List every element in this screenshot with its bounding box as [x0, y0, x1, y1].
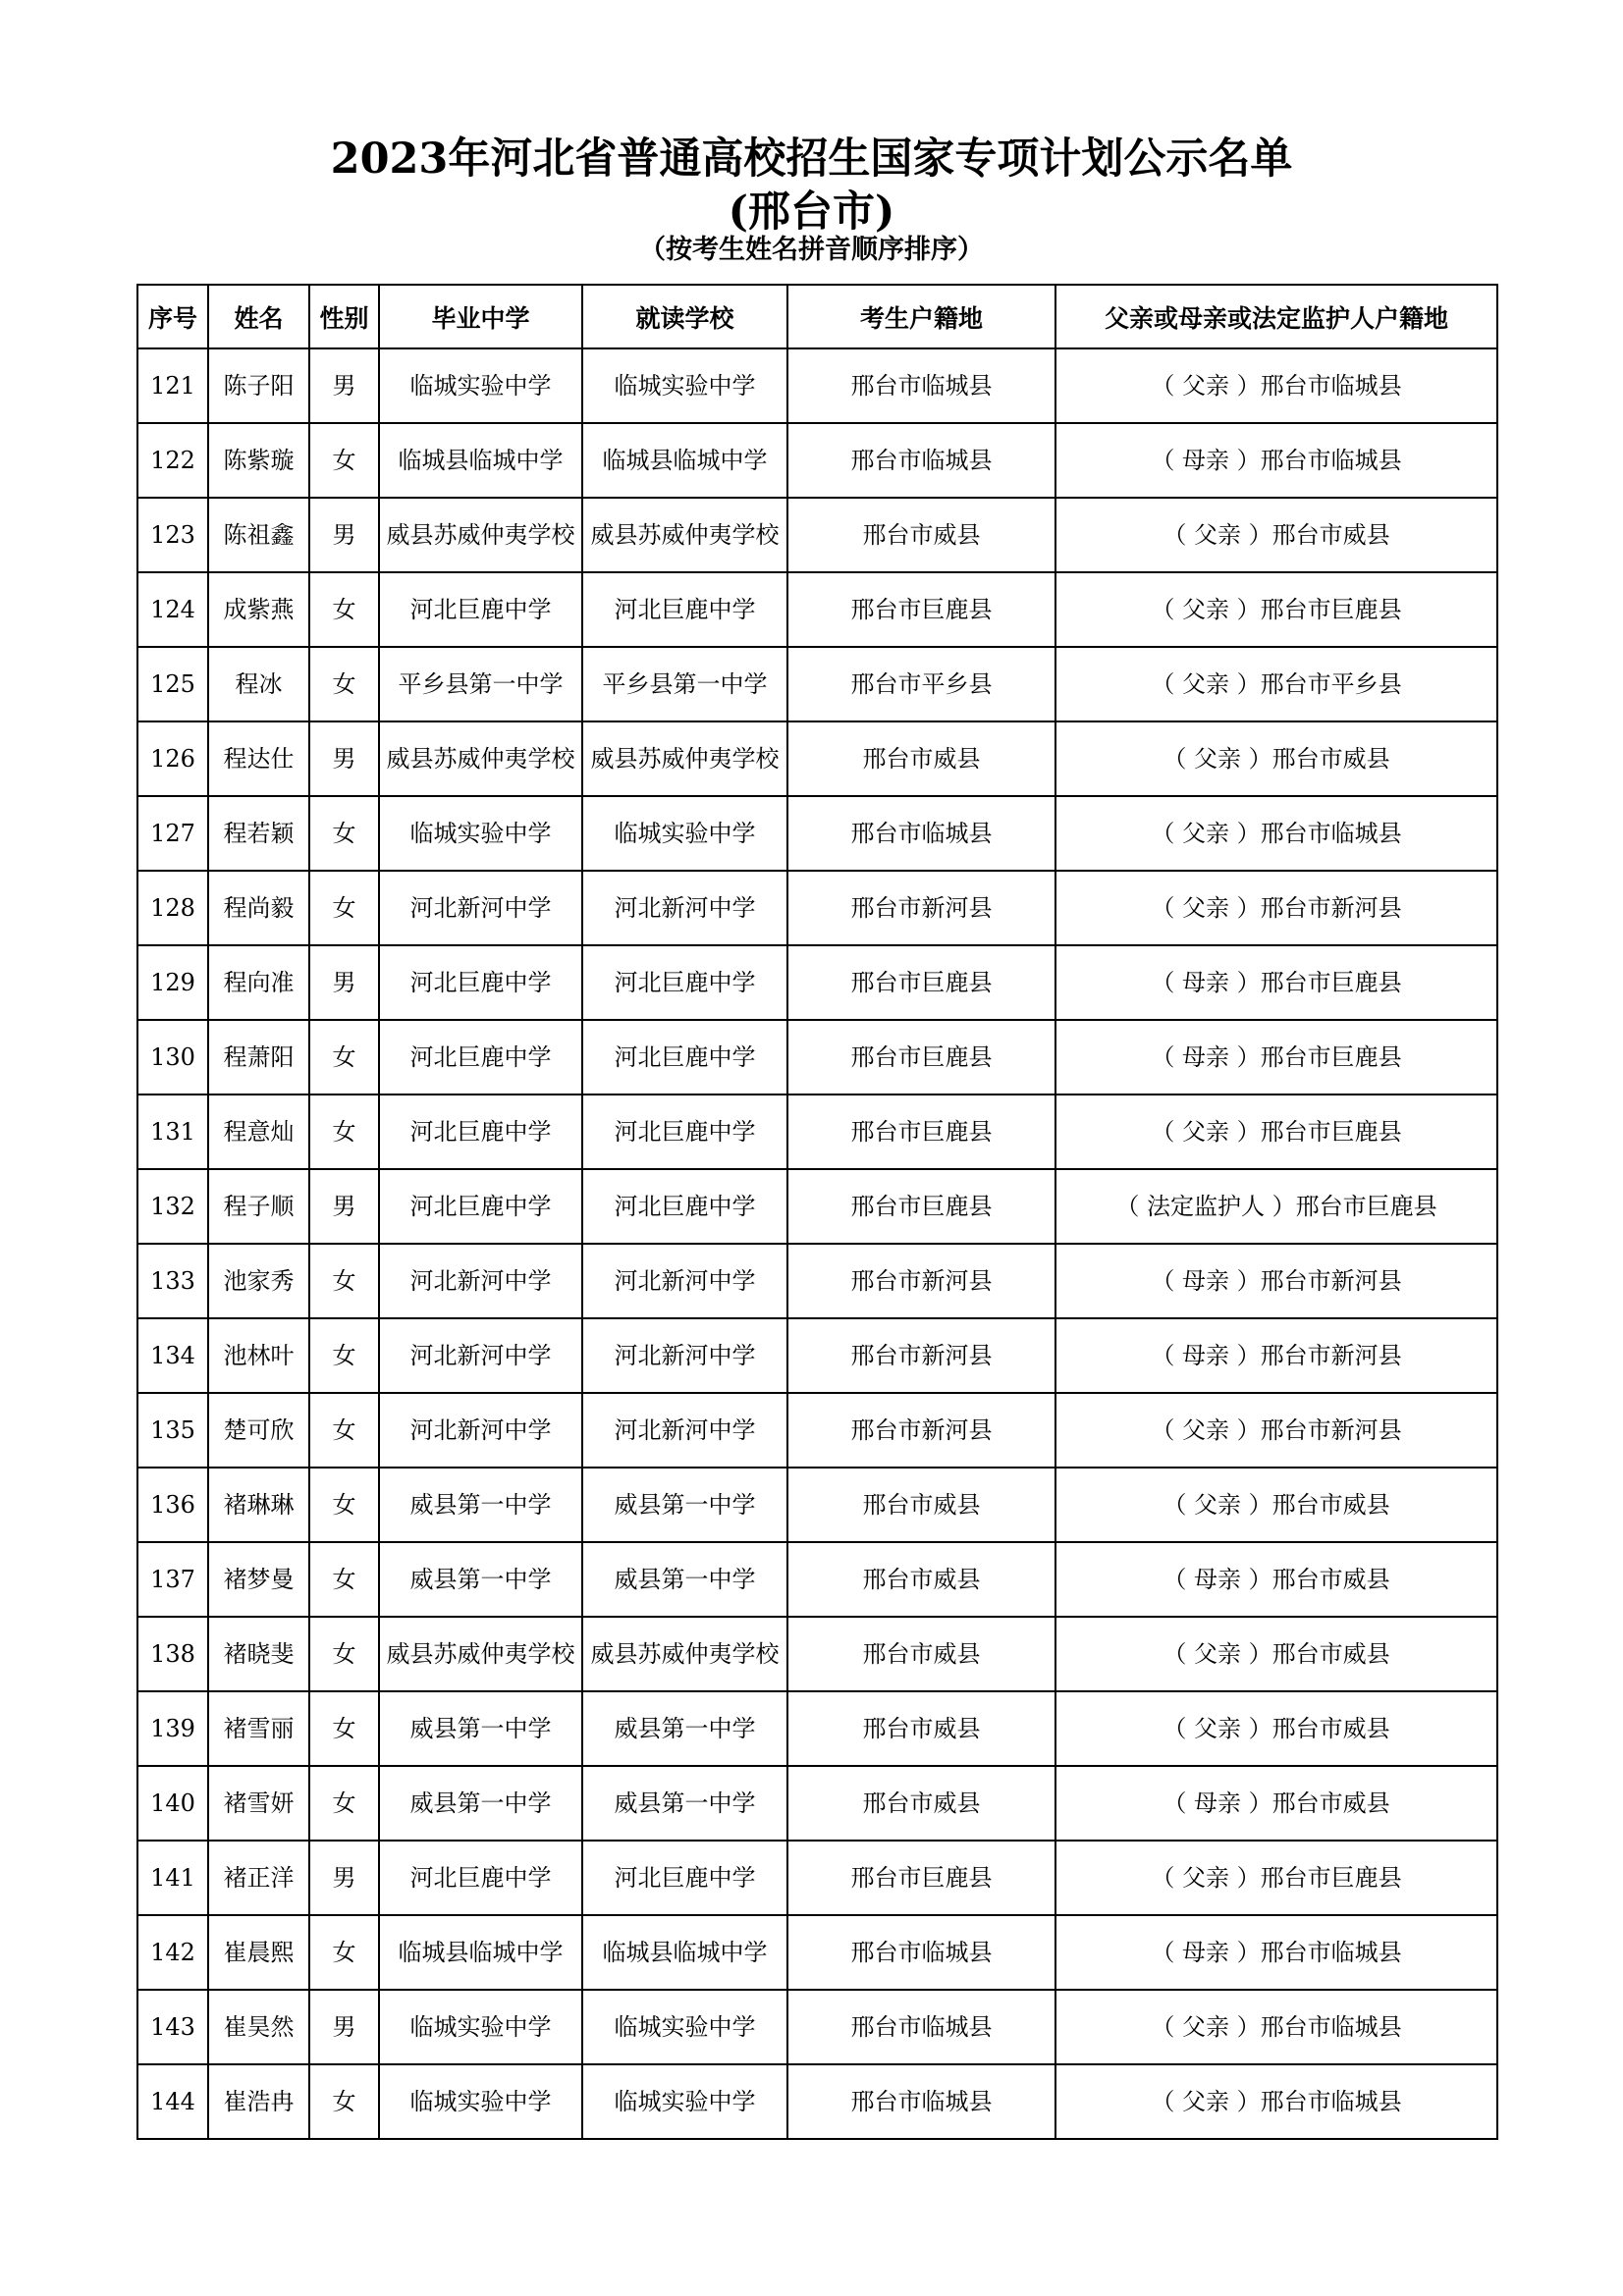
- cell-index: 127: [137, 796, 208, 871]
- cell-gender: 男: [309, 945, 379, 1020]
- cell-student-hukou: 邢台市新河县: [787, 1393, 1055, 1468]
- cell-index: 137: [137, 1542, 208, 1617]
- cell-student-hukou: 邢台市临城县: [787, 423, 1055, 498]
- cell-graduated-school: 河北巨鹿中学: [379, 945, 582, 1020]
- cell-student-hukou: 邢台市威县: [787, 498, 1055, 572]
- table-row: [137, 1542, 1497, 1617]
- cell-name: 程冰: [208, 647, 309, 721]
- cell-student-hukou: 邢台市巨鹿县: [787, 1841, 1055, 1915]
- cell-guardian-hukou: （ 父亲 ）邢台市威县: [1055, 1468, 1497, 1542]
- cell-current-school: 河北新河中学: [582, 871, 787, 945]
- cell-student-hukou: 邢台市威县: [787, 721, 1055, 796]
- cell-current-school: 河北新河中学: [582, 1244, 787, 1318]
- cell-guardian-hukou: （ 母亲 ）邢台市巨鹿县: [1055, 945, 1497, 1020]
- cell-graduated-school: 临城实验中学: [379, 348, 582, 423]
- cell-index: 130: [137, 1020, 208, 1095]
- cell-student-hukou: 邢台市威县: [787, 1468, 1055, 1542]
- cell-current-school: 河北巨鹿中学: [582, 945, 787, 1020]
- cell-guardian-hukou: （ 父亲 ）邢台市临城县: [1055, 796, 1497, 871]
- cell-gender: 男: [309, 498, 379, 572]
- cell-guardian-hukou: （ 父亲 ）邢台市威县: [1055, 721, 1497, 796]
- table-row: [137, 1095, 1497, 1169]
- cell-current-school: 临城县临城中学: [582, 1915, 787, 1990]
- table-row: [137, 1990, 1497, 2064]
- cell-current-school: 河北巨鹿中学: [582, 1841, 787, 1915]
- cell-guardian-hukou: （ 父亲 ）邢台市新河县: [1055, 1393, 1497, 1468]
- cell-guardian-hukou: （ 父亲 ）邢台市威县: [1055, 498, 1497, 572]
- cell-index: 140: [137, 1766, 208, 1841]
- cell-current-school: 临城实验中学: [582, 348, 787, 423]
- cell-index: 136: [137, 1468, 208, 1542]
- cell-index: 141: [137, 1841, 208, 1915]
- cell-student-hukou: 邢台市威县: [787, 1542, 1055, 1617]
- cell-current-school: 临城实验中学: [582, 1990, 787, 2064]
- cell-gender: 女: [309, 1393, 379, 1468]
- cell-name: 褚正洋: [208, 1841, 309, 1915]
- cell-student-hukou: 邢台市临城县: [787, 796, 1055, 871]
- table-row: [137, 1915, 1497, 1990]
- cell-name: 崔晨熙: [208, 1915, 309, 1990]
- table-row: [137, 647, 1497, 721]
- table-row: [137, 721, 1497, 796]
- cell-graduated-school: 威县第一中学: [379, 1766, 582, 1841]
- cell-index: 142: [137, 1915, 208, 1990]
- cell-name: 褚雪妍: [208, 1766, 309, 1841]
- cell-gender: 女: [309, 1691, 379, 1766]
- cell-gender: 女: [309, 1542, 379, 1617]
- cell-index: 135: [137, 1393, 208, 1468]
- cell-guardian-hukou: （ 父亲 ）邢台市巨鹿县: [1055, 1095, 1497, 1169]
- cell-current-school: 威县苏威仲夷学校: [582, 498, 787, 572]
- cell-student-hukou: 邢台市临城县: [787, 1915, 1055, 1990]
- cell-index: 139: [137, 1691, 208, 1766]
- roster-table: [136, 284, 1498, 2140]
- col-header-gender: 性别: [309, 285, 379, 348]
- cell-current-school: 威县苏威仲夷学校: [582, 721, 787, 796]
- cell-guardian-hukou: （ 母亲 ）邢台市临城县: [1055, 1915, 1497, 1990]
- table-row: [137, 423, 1497, 498]
- cell-guardian-hukou: （ 父亲 ）邢台市新河县: [1055, 871, 1497, 945]
- table-row: [137, 1691, 1497, 1766]
- cell-gender: 男: [309, 1990, 379, 2064]
- cell-name: 褚琳琳: [208, 1468, 309, 1542]
- table-header-row: [137, 285, 1497, 348]
- table-row: [137, 1020, 1497, 1095]
- cell-student-hukou: 邢台市临城县: [787, 1990, 1055, 2064]
- col-header-student-hukou: 考生户籍地: [787, 285, 1055, 348]
- cell-gender: 女: [309, 1095, 379, 1169]
- cell-gender: 男: [309, 721, 379, 796]
- cell-name: 崔昊然: [208, 1990, 309, 2064]
- table-row: [137, 871, 1497, 945]
- cell-graduated-school: 河北新河中学: [379, 871, 582, 945]
- cell-gender: 女: [309, 2064, 379, 2139]
- cell-student-hukou: 邢台市威县: [787, 1617, 1055, 1691]
- page-title: 2023年河北省普通高校招生国家专项计划公示名单: [330, 134, 1293, 184]
- cell-gender: 男: [309, 1169, 379, 1244]
- cell-graduated-school: 威县第一中学: [379, 1542, 582, 1617]
- cell-name: 崔浩冉: [208, 2064, 309, 2139]
- cell-gender: 女: [309, 1020, 379, 1095]
- cell-student-hukou: 邢台市巨鹿县: [787, 1020, 1055, 1095]
- cell-gender: 女: [309, 1617, 379, 1691]
- table-row: [137, 1841, 1497, 1915]
- cell-student-hukou: 邢台市新河县: [787, 1244, 1055, 1318]
- cell-index: 126: [137, 721, 208, 796]
- cell-guardian-hukou: （ 母亲 ）邢台市新河县: [1055, 1244, 1497, 1318]
- cell-guardian-hukou: （ 父亲 ）邢台市威县: [1055, 1617, 1497, 1691]
- cell-student-hukou: 邢台市临城县: [787, 348, 1055, 423]
- cell-name: 陈紫璇: [208, 423, 309, 498]
- cell-current-school: 河北巨鹿中学: [582, 1095, 787, 1169]
- cell-graduated-school: 临城实验中学: [379, 2064, 582, 2139]
- cell-graduated-school: 威县苏威仲夷学校: [379, 498, 582, 572]
- cell-name: 程尚毅: [208, 871, 309, 945]
- sort-note: （按考生姓名拼音顺序排序）: [639, 235, 984, 265]
- table-row: [137, 945, 1497, 1020]
- cell-gender: 女: [309, 1244, 379, 1318]
- cell-graduated-school: 临城实验中学: [379, 796, 582, 871]
- table-row: [137, 1393, 1497, 1468]
- cell-current-school: 临城实验中学: [582, 796, 787, 871]
- cell-name: 褚雪丽: [208, 1691, 309, 1766]
- cell-current-school: 临城实验中学: [582, 2064, 787, 2139]
- cell-index: 143: [137, 1990, 208, 2064]
- cell-index: 124: [137, 572, 208, 647]
- cell-gender: 女: [309, 796, 379, 871]
- cell-current-school: 河北巨鹿中学: [582, 1169, 787, 1244]
- table-row: [137, 498, 1497, 572]
- cell-graduated-school: 河北新河中学: [379, 1393, 582, 1468]
- cell-gender: 女: [309, 423, 379, 498]
- cell-student-hukou: 邢台市新河县: [787, 871, 1055, 945]
- cell-index: 129: [137, 945, 208, 1020]
- cell-current-school: 平乡县第一中学: [582, 647, 787, 721]
- cell-name: 褚梦曼: [208, 1542, 309, 1617]
- cell-gender: 女: [309, 1766, 379, 1841]
- cell-index: 128: [137, 871, 208, 945]
- cell-current-school: 威县第一中学: [582, 1542, 787, 1617]
- table-row: [137, 2064, 1497, 2139]
- table-row: [137, 348, 1497, 423]
- cell-current-school: 河北新河中学: [582, 1318, 787, 1393]
- cell-graduated-school: 临城实验中学: [379, 1990, 582, 2064]
- cell-graduated-school: 临城县临城中学: [379, 1915, 582, 1990]
- cell-guardian-hukou: （ 母亲 ）邢台市威县: [1055, 1542, 1497, 1617]
- col-header-index: 序号: [137, 285, 208, 348]
- col-header-current-school: 就读学校: [582, 285, 787, 348]
- cell-current-school: 威县第一中学: [582, 1691, 787, 1766]
- cell-index: 122: [137, 423, 208, 498]
- cell-student-hukou: 邢台市新河县: [787, 1318, 1055, 1393]
- cell-gender: 女: [309, 572, 379, 647]
- col-header-guardian-hukou: 父亲或母亲或法定监护人户籍地: [1055, 285, 1497, 348]
- cell-guardian-hukou: （ 母亲 ）邢台市巨鹿县: [1055, 1020, 1497, 1095]
- table-row: [137, 1169, 1497, 1244]
- cell-name: 程萧阳: [208, 1020, 309, 1095]
- cell-guardian-hukou: （ 父亲 ）邢台市威县: [1055, 1691, 1497, 1766]
- cell-name: 陈子阳: [208, 348, 309, 423]
- cell-current-school: 临城县临城中学: [582, 423, 787, 498]
- page-subtitle: (邢台市): [728, 187, 895, 237]
- cell-guardian-hukou: （ 法定监护人 ）邢台市巨鹿县: [1055, 1169, 1497, 1244]
- cell-gender: 男: [309, 1841, 379, 1915]
- cell-student-hukou: 邢台市平乡县: [787, 647, 1055, 721]
- cell-graduated-school: 威县第一中学: [379, 1691, 582, 1766]
- cell-guardian-hukou: （ 母亲 ）邢台市威县: [1055, 1766, 1497, 1841]
- table-row: [137, 1468, 1497, 1542]
- cell-graduated-school: 威县苏威仲夷学校: [379, 1617, 582, 1691]
- cell-name: 褚晓斐: [208, 1617, 309, 1691]
- cell-graduated-school: 河北巨鹿中学: [379, 1169, 582, 1244]
- cell-index: 121: [137, 348, 208, 423]
- cell-graduated-school: 河北巨鹿中学: [379, 572, 582, 647]
- cell-gender: 男: [309, 348, 379, 423]
- col-header-name: 姓名: [208, 285, 309, 348]
- cell-index: 123: [137, 498, 208, 572]
- cell-name: 程意灿: [208, 1095, 309, 1169]
- cell-guardian-hukou: （ 父亲 ）邢台市巨鹿县: [1055, 572, 1497, 647]
- cell-gender: 女: [309, 1468, 379, 1542]
- cell-current-school: 河北新河中学: [582, 1393, 787, 1468]
- cell-gender: 女: [309, 1915, 379, 1990]
- cell-gender: 女: [309, 871, 379, 945]
- col-header-graduated-school: 毕业中学: [379, 285, 582, 348]
- cell-graduated-school: 威县苏威仲夷学校: [379, 721, 582, 796]
- cell-student-hukou: 邢台市巨鹿县: [787, 572, 1055, 647]
- cell-name: 陈祖鑫: [208, 498, 309, 572]
- cell-name: 程向准: [208, 945, 309, 1020]
- cell-guardian-hukou: （ 母亲 ）邢台市临城县: [1055, 423, 1497, 498]
- cell-current-school: 河北巨鹿中学: [582, 572, 787, 647]
- cell-graduated-school: 河北新河中学: [379, 1244, 582, 1318]
- cell-student-hukou: 邢台市巨鹿县: [787, 1169, 1055, 1244]
- cell-name: 程子顺: [208, 1169, 309, 1244]
- cell-graduated-school: 河北新河中学: [379, 1318, 582, 1393]
- cell-index: 134: [137, 1318, 208, 1393]
- table-row: [137, 1244, 1497, 1318]
- cell-index: 133: [137, 1244, 208, 1318]
- table-row: [137, 1766, 1497, 1841]
- cell-guardian-hukou: （ 父亲 ）邢台市临城县: [1055, 2064, 1497, 2139]
- cell-current-school: 威县苏威仲夷学校: [582, 1617, 787, 1691]
- cell-guardian-hukou: （ 母亲 ）邢台市新河县: [1055, 1318, 1497, 1393]
- cell-index: 125: [137, 647, 208, 721]
- cell-name: 池家秀: [208, 1244, 309, 1318]
- cell-student-hukou: 邢台市威县: [787, 1691, 1055, 1766]
- cell-graduated-school: 威县第一中学: [379, 1468, 582, 1542]
- cell-graduated-school: 临城县临城中学: [379, 423, 582, 498]
- cell-graduated-school: 河北巨鹿中学: [379, 1841, 582, 1915]
- cell-student-hukou: 邢台市巨鹿县: [787, 1095, 1055, 1169]
- cell-index: 138: [137, 1617, 208, 1691]
- cell-guardian-hukou: （ 父亲 ）邢台市临城县: [1055, 348, 1497, 423]
- cell-name: 池林叶: [208, 1318, 309, 1393]
- cell-current-school: 河北巨鹿中学: [582, 1020, 787, 1095]
- cell-student-hukou: 邢台市巨鹿县: [787, 945, 1055, 1020]
- cell-guardian-hukou: （ 父亲 ）邢台市巨鹿县: [1055, 1841, 1497, 1915]
- cell-gender: 女: [309, 647, 379, 721]
- table-row: [137, 1617, 1497, 1691]
- cell-graduated-school: 平乡县第一中学: [379, 647, 582, 721]
- cell-name: 程若颖: [208, 796, 309, 871]
- cell-name: 楚可欣: [208, 1393, 309, 1468]
- cell-student-hukou: 邢台市临城县: [787, 2064, 1055, 2139]
- table-row: [137, 796, 1497, 871]
- cell-current-school: 威县第一中学: [582, 1468, 787, 1542]
- cell-name: 成紫燕: [208, 572, 309, 647]
- cell-index: 132: [137, 1169, 208, 1244]
- cell-student-hukou: 邢台市威县: [787, 1766, 1055, 1841]
- cell-guardian-hukou: （ 父亲 ）邢台市平乡县: [1055, 647, 1497, 721]
- table-row: [137, 572, 1497, 647]
- cell-name: 程达仕: [208, 721, 309, 796]
- cell-graduated-school: 河北巨鹿中学: [379, 1095, 582, 1169]
- cell-current-school: 威县第一中学: [582, 1766, 787, 1841]
- table-row: [137, 1318, 1497, 1393]
- cell-guardian-hukou: （ 父亲 ）邢台市临城县: [1055, 1990, 1497, 2064]
- cell-index: 144: [137, 2064, 208, 2139]
- cell-gender: 女: [309, 1318, 379, 1393]
- cell-index: 131: [137, 1095, 208, 1169]
- cell-graduated-school: 河北巨鹿中学: [379, 1020, 582, 1095]
